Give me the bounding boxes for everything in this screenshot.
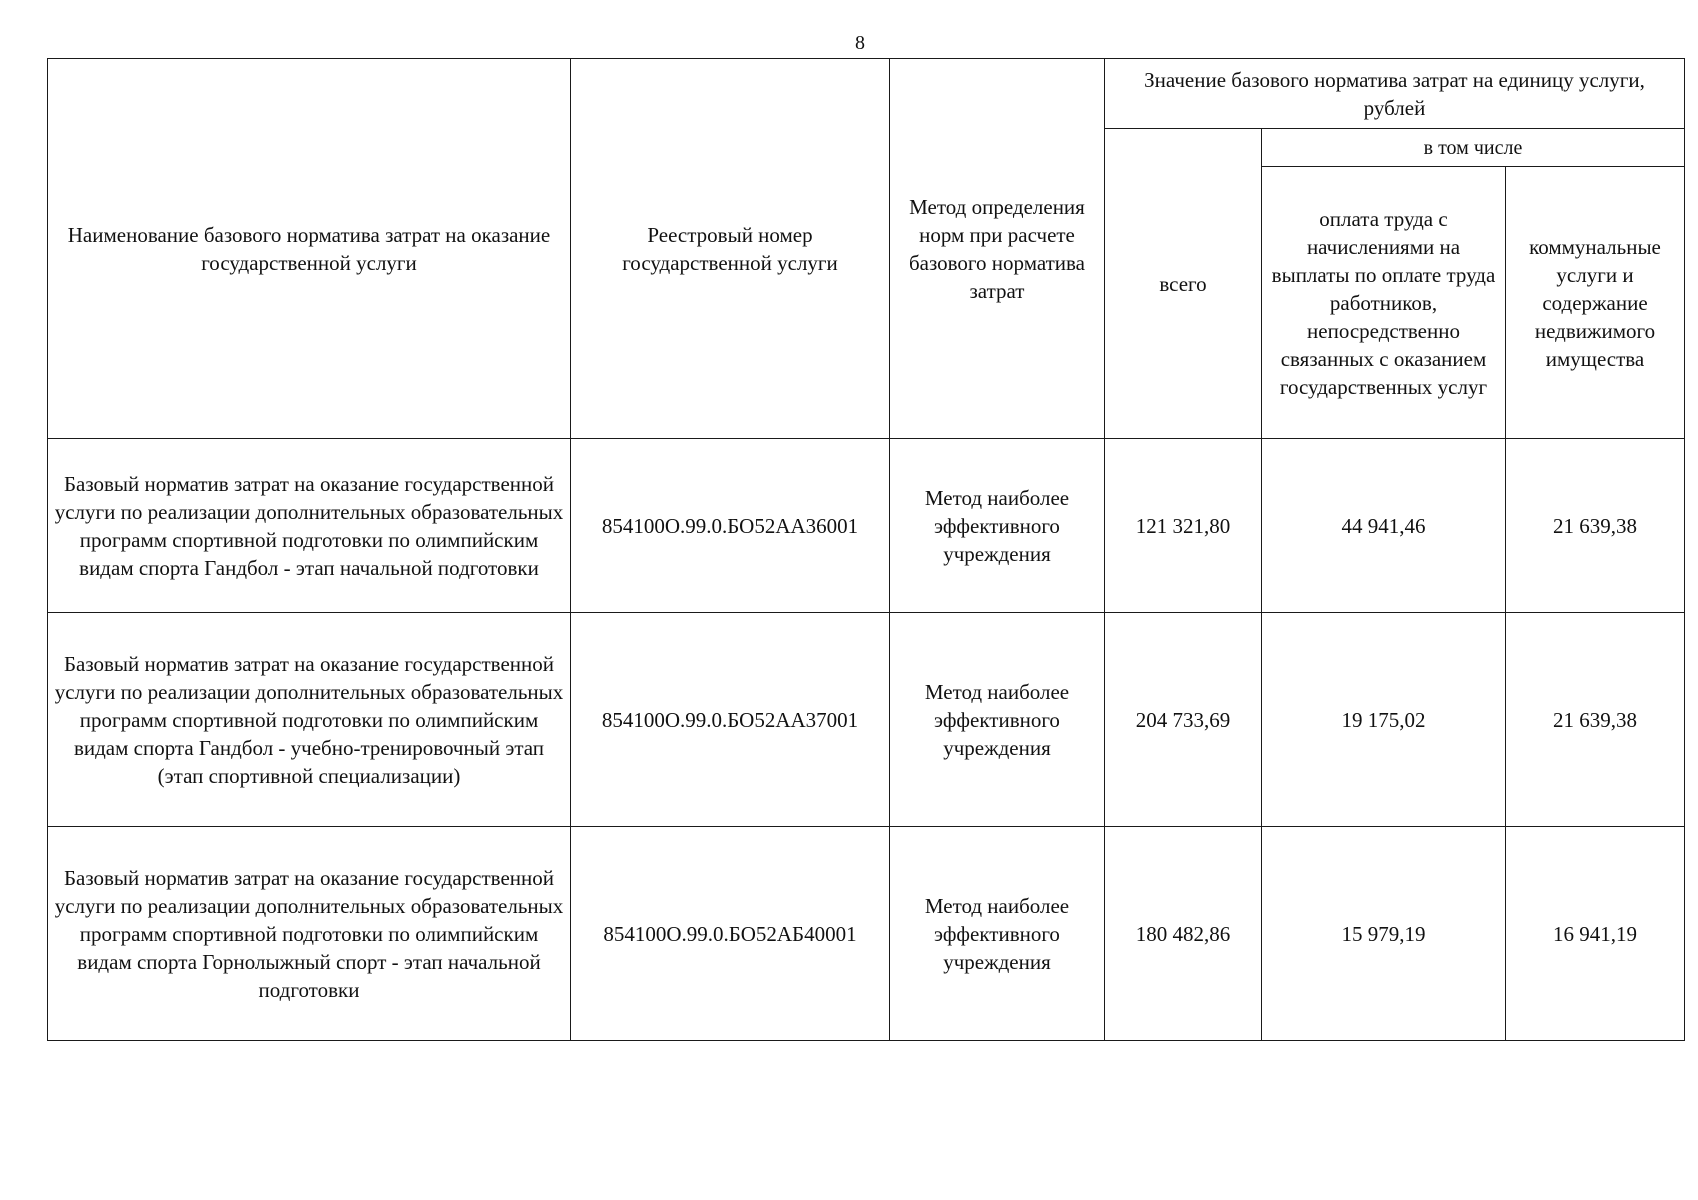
row-labor: 15 979,19 [1262,827,1506,1041]
row-total: 121 321,80 [1105,439,1262,613]
header-total: всего [1105,129,1262,439]
page-number: 8 [855,32,865,54]
row-method: Метод наиболее эффективного учреждения [890,827,1105,1041]
row-name: Базовый норматив затрат на оказание государственной услуги по реализации дополнительных образовательных программ спортивной подготовки по олимпийским видам спорта Горнолыжный спорт - этап начальной подготовки [48,827,571,1041]
row-total: 180 482,86 [1105,827,1262,1041]
row-utilities: 21 639,38 [1506,613,1685,827]
row-name: Базовый норматив затрат на оказание государственной услуги по реализации дополнительных образовательных программ спортивной подготовки по олимпийским видам спорта Гандбол - учебно-тренировочный этап (этап спортивной специализации) [48,613,571,827]
row-registry: 854100О.99.0.БО52АА37001 [571,613,890,827]
header-name: Наименование базового норматива затрат на оказание государственной услуги [48,59,571,439]
header-labor: оплата труда с начислениями на выплаты по оплате труда работников, непосредственно связанных с оказанием государственных услуг [1262,167,1506,439]
row-method: Метод наиболее эффективного учреждения [890,613,1105,827]
norms-table [47,58,1685,1041]
table-row [48,613,1685,827]
row-registry: 854100О.99.0.БО52АБ40001 [571,827,890,1041]
header-method: Метод определения норм при расчете базового норматива затрат [890,59,1105,439]
row-total: 204 733,69 [1105,613,1262,827]
header-including: в том числе [1262,129,1685,167]
header-registry: Реестровый номер государственной услуги [571,59,890,439]
header-row-top [48,59,1685,129]
row-utilities: 21 639,38 [1506,439,1685,613]
table-row [48,439,1685,613]
row-registry: 854100О.99.0.БО52АА36001 [571,439,890,613]
row-labor: 19 175,02 [1262,613,1506,827]
row-name: Базовый норматив затрат на оказание государственной услуги по реализации дополнительных образовательных программ спортивной подготовки по олимпийским видам спорта Гандбол - этап начальной подготовки [48,439,571,613]
row-method: Метод наиболее эффективного учреждения [890,439,1105,613]
header-value-group: Значение базового норматива затрат на единицу услуги, рублей [1105,59,1685,129]
row-labor: 44 941,46 [1262,439,1506,613]
header-utilities: коммунальные услуги и содержание недвижимого имущества [1506,167,1685,439]
row-utilities: 16 941,19 [1506,827,1685,1041]
table-row [48,827,1685,1041]
